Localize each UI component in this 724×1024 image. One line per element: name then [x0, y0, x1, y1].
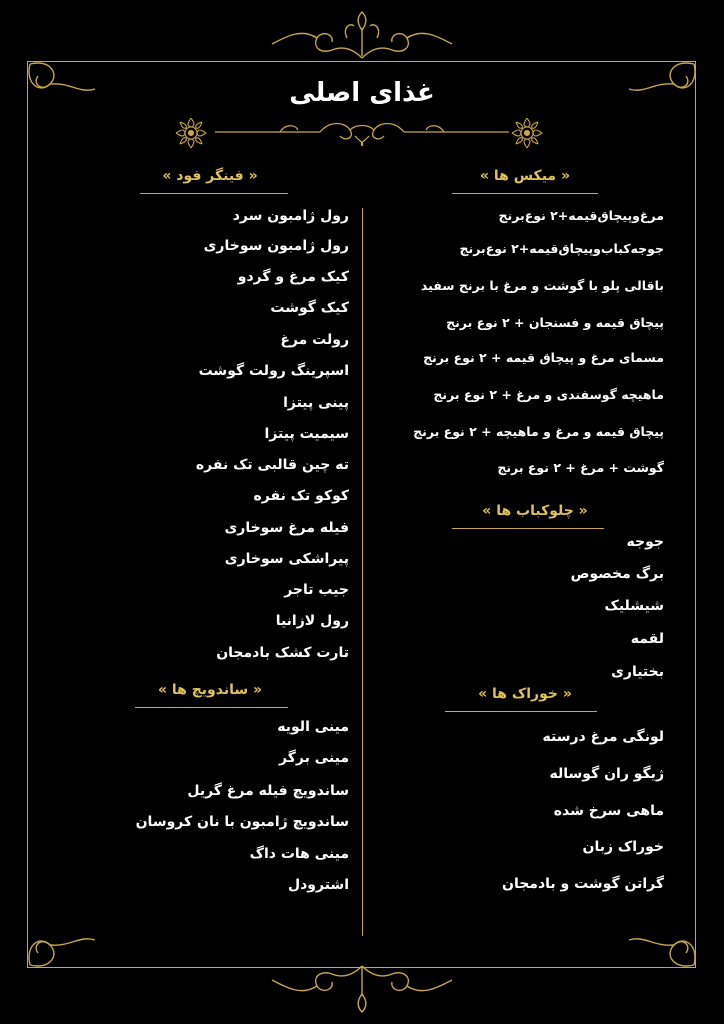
list-item: باقالی پلو با گوشت و مرغ با برنج سفید [420, 278, 664, 293]
list-item: گراتن گوشت و بادمجان [502, 876, 664, 892]
list-item: جیب تاجر [284, 582, 349, 598]
mix-heading-line [452, 193, 598, 194]
list-item: کیک گوشت [270, 300, 349, 316]
list-item: اسپرینگ رولت گوشت [198, 363, 349, 379]
page-title: غذای اصلی [289, 78, 435, 108]
list-item: جوجه‌کباب‌وپیچاق‌قیمه+۲ نوع‌برنج [459, 241, 664, 256]
chelo-kabab-heading: « چلوکباب ها » [482, 503, 588, 519]
list-item: مرغ‌وپیچاق‌قیمه+۲ نوع‌برنج [498, 208, 664, 223]
left-mandala-icon [174, 116, 208, 150]
list-item: رول لازانیا [275, 613, 349, 629]
list-item: ماهیچه گوسفندی و مرغ + ۲ نوع برنج [433, 387, 664, 402]
khorak-heading: « خوراک ها » [478, 686, 572, 702]
finger-food-heading: « فینگر فود » [162, 168, 258, 184]
list-item: تارت کشک بادمجان [216, 645, 349, 661]
bottom-left-corner-ornament [20, 905, 110, 975]
list-item: اشترودل [287, 877, 349, 893]
list-item: ساندویچ فیله مرغ گریل [187, 783, 349, 799]
list-item: کوکو تک نفره [253, 488, 349, 504]
list-item: پیراشکی سوخاری [224, 551, 349, 567]
list-item: پیچاق قیمه و مرغ و ماهیچه + ۲ نوع برنج [413, 424, 664, 439]
list-item: ماهی سرخ شده [553, 803, 664, 819]
finger-food-heading-line [140, 193, 288, 194]
right-mandala-icon [510, 116, 544, 150]
list-item: ساندویچ ژامبون با نان کروسان [135, 814, 349, 830]
top-flourish-ornament [262, 8, 462, 66]
list-item: شیشلیک [604, 598, 664, 614]
list-item: برگ مخصوص [570, 566, 664, 582]
list-item: پیچاق قیمه و فسنجان + ۲ نوع برنج [446, 315, 664, 330]
list-item: ژیگو ران گوساله [549, 766, 664, 782]
list-item: فیله مرغ سوخاری [224, 520, 349, 536]
list-item: مینی الویه [277, 719, 349, 735]
list-item: ته چین قالبی تک نفره [195, 457, 349, 473]
list-item: کیک مرغ و گردو [237, 269, 349, 285]
list-item: گوشت + مرغ + ۲ نوع برنج [497, 460, 664, 475]
bottom-flourish-ornament [262, 958, 462, 1016]
sandwich-heading: « ساندویچ ها » [157, 682, 263, 698]
list-item: مینی برگر [279, 750, 349, 766]
list-item: بختیاری [611, 664, 664, 680]
bottom-right-corner-ornament [614, 905, 704, 975]
list-item: مسمای مرغ و پیچاق قیمه + ۲ نوع برنج [423, 350, 664, 365]
list-item: رول ژامبون سرد [232, 208, 349, 224]
column-divider [362, 208, 363, 936]
title-underline-ornament [170, 110, 554, 154]
list-item: مینی هات داگ [249, 846, 349, 862]
list-item: جوجه [626, 534, 664, 550]
khorak-heading-line [445, 711, 597, 712]
list-item: رول ژامبون سوخاری [203, 238, 349, 254]
sandwich-heading-line [135, 707, 288, 708]
chelo-kabab-heading-line [452, 528, 604, 529]
mix-heading: « میکس ها » [480, 168, 570, 184]
list-item: رولت مرغ [280, 332, 349, 348]
list-item: خوراک زبان [582, 839, 664, 855]
list-item: پینی پیتزا [283, 395, 349, 411]
list-item: لقمه [630, 631, 664, 647]
list-item: لونگی مرغ درسته [542, 729, 664, 745]
list-item: سیمیت پیتزا [264, 426, 349, 442]
